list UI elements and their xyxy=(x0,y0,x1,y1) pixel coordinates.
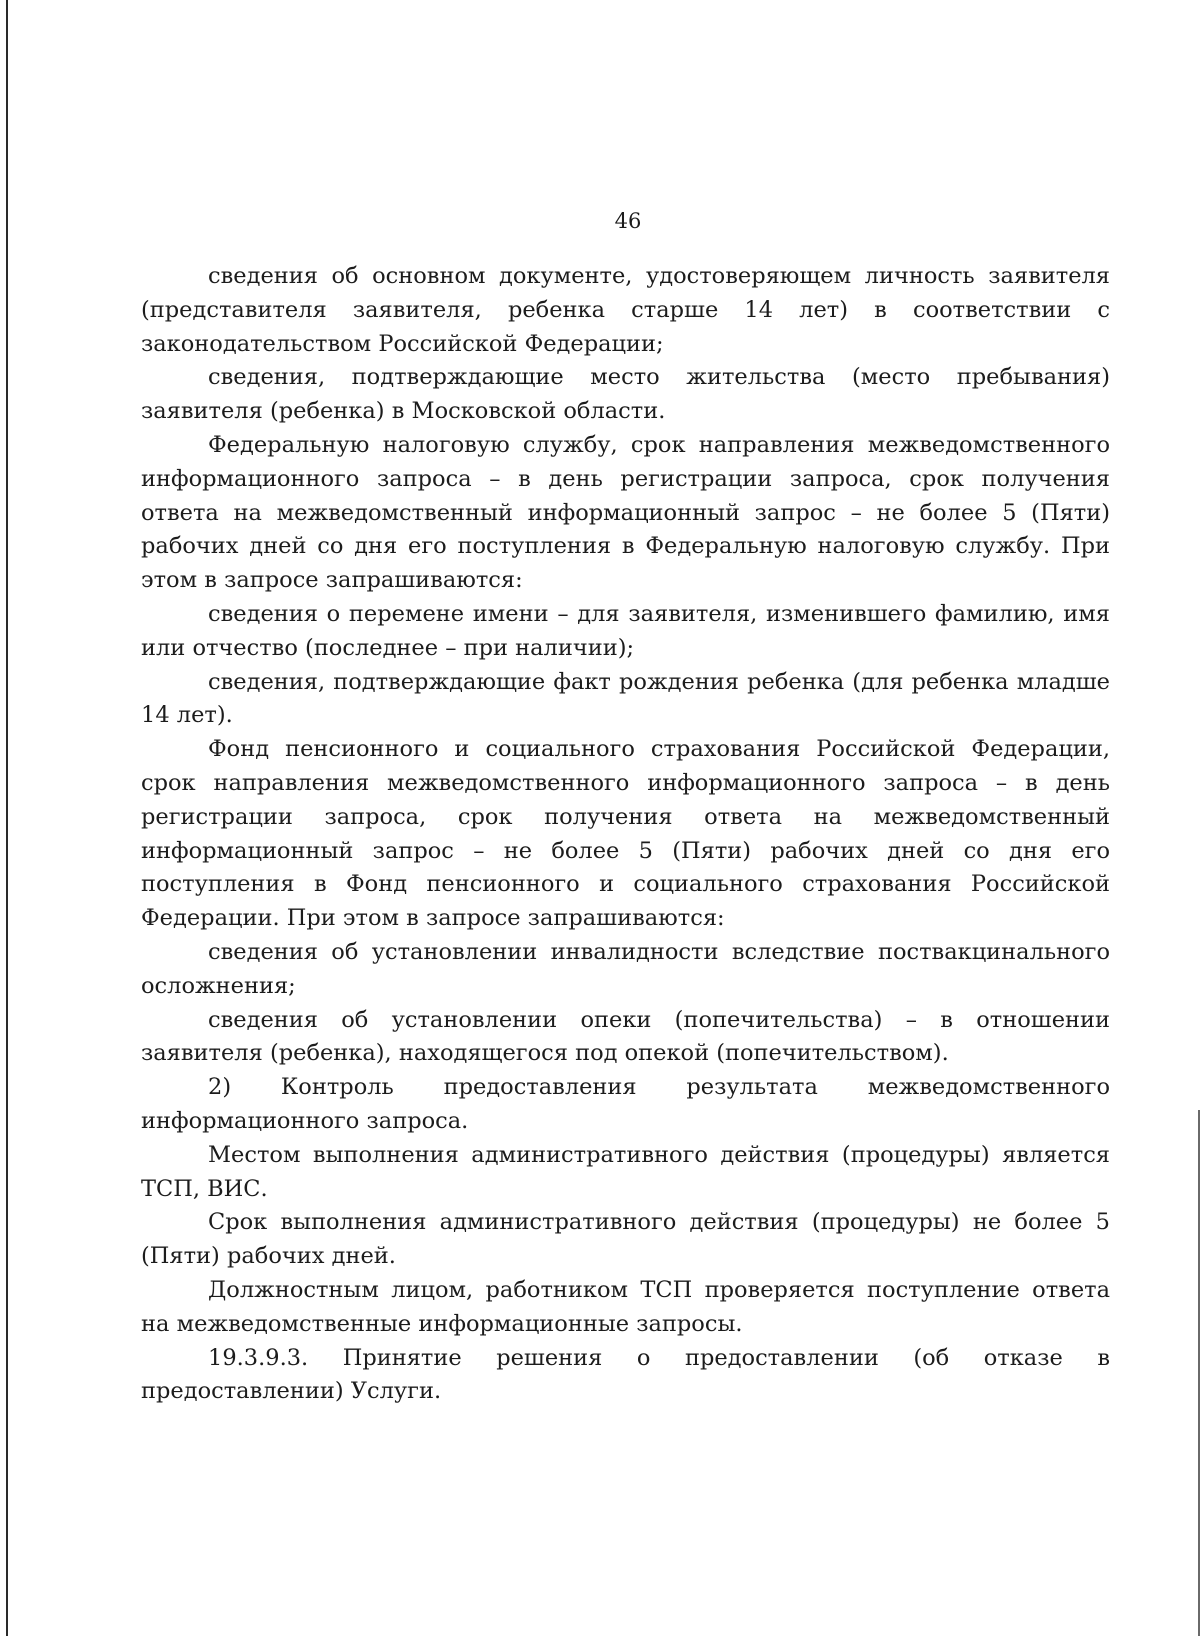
paragraph: Срок выполнения административного действия (процедуры) не более 5 (Пяти) рабочих дней. xyxy=(141,1209,1110,1270)
page-number: 46 xyxy=(614,209,642,233)
paragraph: сведения об основном документе, удостоверяющем личность заявителя (представителя заявителя, ребенка старше 14 лет) в соответствии с законодательством Российской Федерации; xyxy=(141,263,1110,357)
paragraph: Должностным лицом, работником ТСП проверяется поступление ответа на межведомственные информационные запросы. xyxy=(141,1276,1110,1337)
paragraph: сведения о перемене имени – для заявителя, изменившего фамилию, имя или отчество (последнее – при наличии); xyxy=(141,600,1110,661)
document-body xyxy=(141,260,1110,1409)
paragraph: сведения, подтверждающие факт рождения ребенка (для ребенка младше 14 лет). xyxy=(141,668,1110,729)
paragraph: Федеральную налоговую службу, срок направления межведомственного информационного запроса – в день регистрации запроса, срок получения ответа на межведомственный информационный запрос – не более 5 (Пяти) рабочих дней со дня его поступления в Федеральную налоговую службу. При этом в запросе запрашиваются: xyxy=(141,431,1110,594)
paragraph: 2) Контроль предоставления результата межведомственного информационного запроса. xyxy=(141,1074,1110,1134)
paragraph: сведения об установлении опеки (попечительства) – в отношении заявителя (ребенка), находящегося под опекой (попечительством). xyxy=(141,1006,1110,1067)
scan-edge-line xyxy=(6,0,8,1636)
paragraph: сведения, подтверждающие место жительства (место пребывания) заявителя (ребенка) в Московской области. xyxy=(141,364,1110,425)
paragraph: 19.3.9.3. Принятие решения о предоставлении (об отказе в предоставлении) Услуги. xyxy=(141,1344,1110,1405)
paragraph: Фонд пенсионного и социального страхования Российской Федерации, срок направления межведомственного информационного запроса – в день регистрации запроса, срок получения ответа на межведомственный информационный запрос – не более 5 (Пяти) рабочих дней со дня его поступления в Фонд пенсионного и социального страхования Российской Федерации. При этом в запросе запрашиваются: xyxy=(141,736,1110,932)
paragraph: Местом выполнения административного действия (процедуры) является ТСП, ВИС. xyxy=(141,1141,1110,1202)
paragraph: сведения об установлении инвалидности вследствие поствакцинального осложнения; xyxy=(141,938,1110,999)
